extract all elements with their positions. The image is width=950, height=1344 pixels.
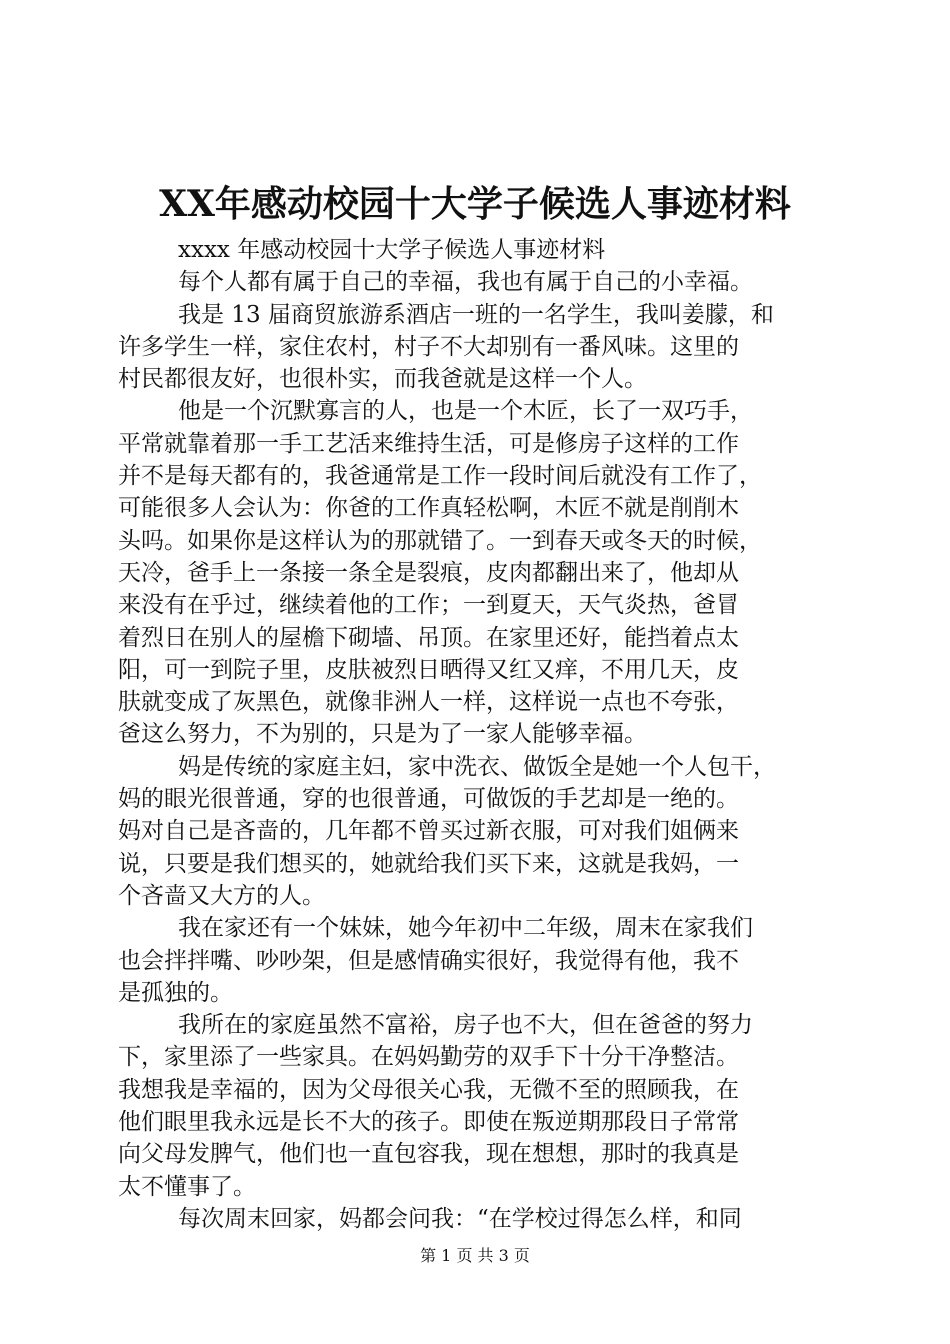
body-line: 头吗。如果你是这样认为的那就错了。一到春天或冬天的时候， bbox=[118, 527, 762, 554]
body-line: 来没有在乎过，继续着他的工作；一到夏天，天气炎热，爸冒 bbox=[118, 592, 739, 619]
body-line: 妈是传统的家庭主妇，家中洗衣、做饭全是她一个人包干， bbox=[178, 753, 776, 780]
body-line: 每次周末回家，妈都会问我：“在学校过得怎么样，和同 bbox=[178, 1205, 742, 1232]
body-line: 我想我是幸福的，因为父母很关心我，无微不至的照顾我，在 bbox=[118, 1076, 739, 1103]
body-line: 天冷，爸手上一条接一条全是裂痕，皮肉都翻出来了，他却从 bbox=[118, 559, 739, 586]
body-line: 爸这么努力，不为别的，只是为了一家人能够幸福。 bbox=[118, 721, 647, 748]
page-footer: 第 1 页 共 3 页 bbox=[420, 1246, 530, 1265]
body-line: 个吝啬又大方的人。 bbox=[118, 882, 325, 909]
body-line: 太不懂事了。 bbox=[118, 1173, 256, 1200]
body-line: 下，家里添了一些家具。在妈妈勤劳的双手下十分干净整洁。 bbox=[118, 1044, 739, 1071]
body-line: 平常就靠着那一手工艺活来维持生活，可是修房子这样的工作 bbox=[118, 430, 739, 457]
body-line: 也会拌拌嘴、吵吵架，但是感情确实很好，我觉得有他，我不 bbox=[118, 947, 739, 974]
body-line: 他是一个沉默寡言的人，也是一个木匠，长了一双巧手， bbox=[178, 398, 753, 425]
body-line: 许多学生一样，家住农村，村子不大却别有一番风味。这里的 bbox=[118, 333, 739, 360]
body-line: 可能很多人会认为：你爸的工作真轻松啊，木匠不就是削削木 bbox=[118, 495, 739, 522]
body-line: 村民都很友好，也很朴实，而我爸就是这样一个人。 bbox=[118, 366, 647, 393]
body-line: 我所在的家庭虽然不富裕，房子也不大，但在爸爸的努力 bbox=[178, 1012, 753, 1039]
body-line: 说，只要是我们想买的，她就给我们买下来，这就是我妈，一 bbox=[118, 850, 739, 877]
body-line: 每个人都有属于自己的幸福，我也有属于自己的小幸福。 bbox=[178, 269, 753, 296]
document-title: XX年感动校园十大学子候选人事迹材料 bbox=[159, 183, 791, 225]
body-line: 阳，可一到院子里，皮肤被烈日晒得又红又痒，不用几天，皮 bbox=[118, 656, 739, 683]
body-line: 妈的眼光很普通，穿的也很普通，可做饭的手艺却是一绝的。 bbox=[118, 786, 739, 813]
body-line: xxxx 年感动校园十大学子候选人事迹材料 bbox=[178, 237, 606, 263]
body-line: 是孤独的。 bbox=[118, 979, 233, 1006]
body-line: 我在家还有一个妹妹，她今年初中二年级，周末在家我们 bbox=[178, 915, 753, 942]
body-line: 妈对自己是吝啬的，几年都不曾买过新衣服，可对我们姐俩来 bbox=[118, 818, 739, 845]
body-line: 向父母发脾气，他们也一直包容我，现在想想，那时的我真是 bbox=[118, 1141, 739, 1168]
body-line: 并不是每天都有的，我爸通常是工作一段时间后就没有工作了， bbox=[118, 463, 762, 490]
document-body bbox=[118, 234, 830, 1235]
body-line: 着烈日在别人的屋檐下砌墙、吊顶。在家里还好，能挡着点太 bbox=[118, 624, 739, 651]
body-line: 他们眼里我永远是长不大的孩子。即使在叛逆期那段日子常常 bbox=[118, 1109, 739, 1136]
body-line: 我是 13 届商贸旅游系酒店一班的一名学生，我叫姜朦，和 bbox=[178, 301, 774, 328]
body-line: 肤就变成了灰黑色，就像非洲人一样，这样说一点也不夸张， bbox=[118, 689, 739, 716]
